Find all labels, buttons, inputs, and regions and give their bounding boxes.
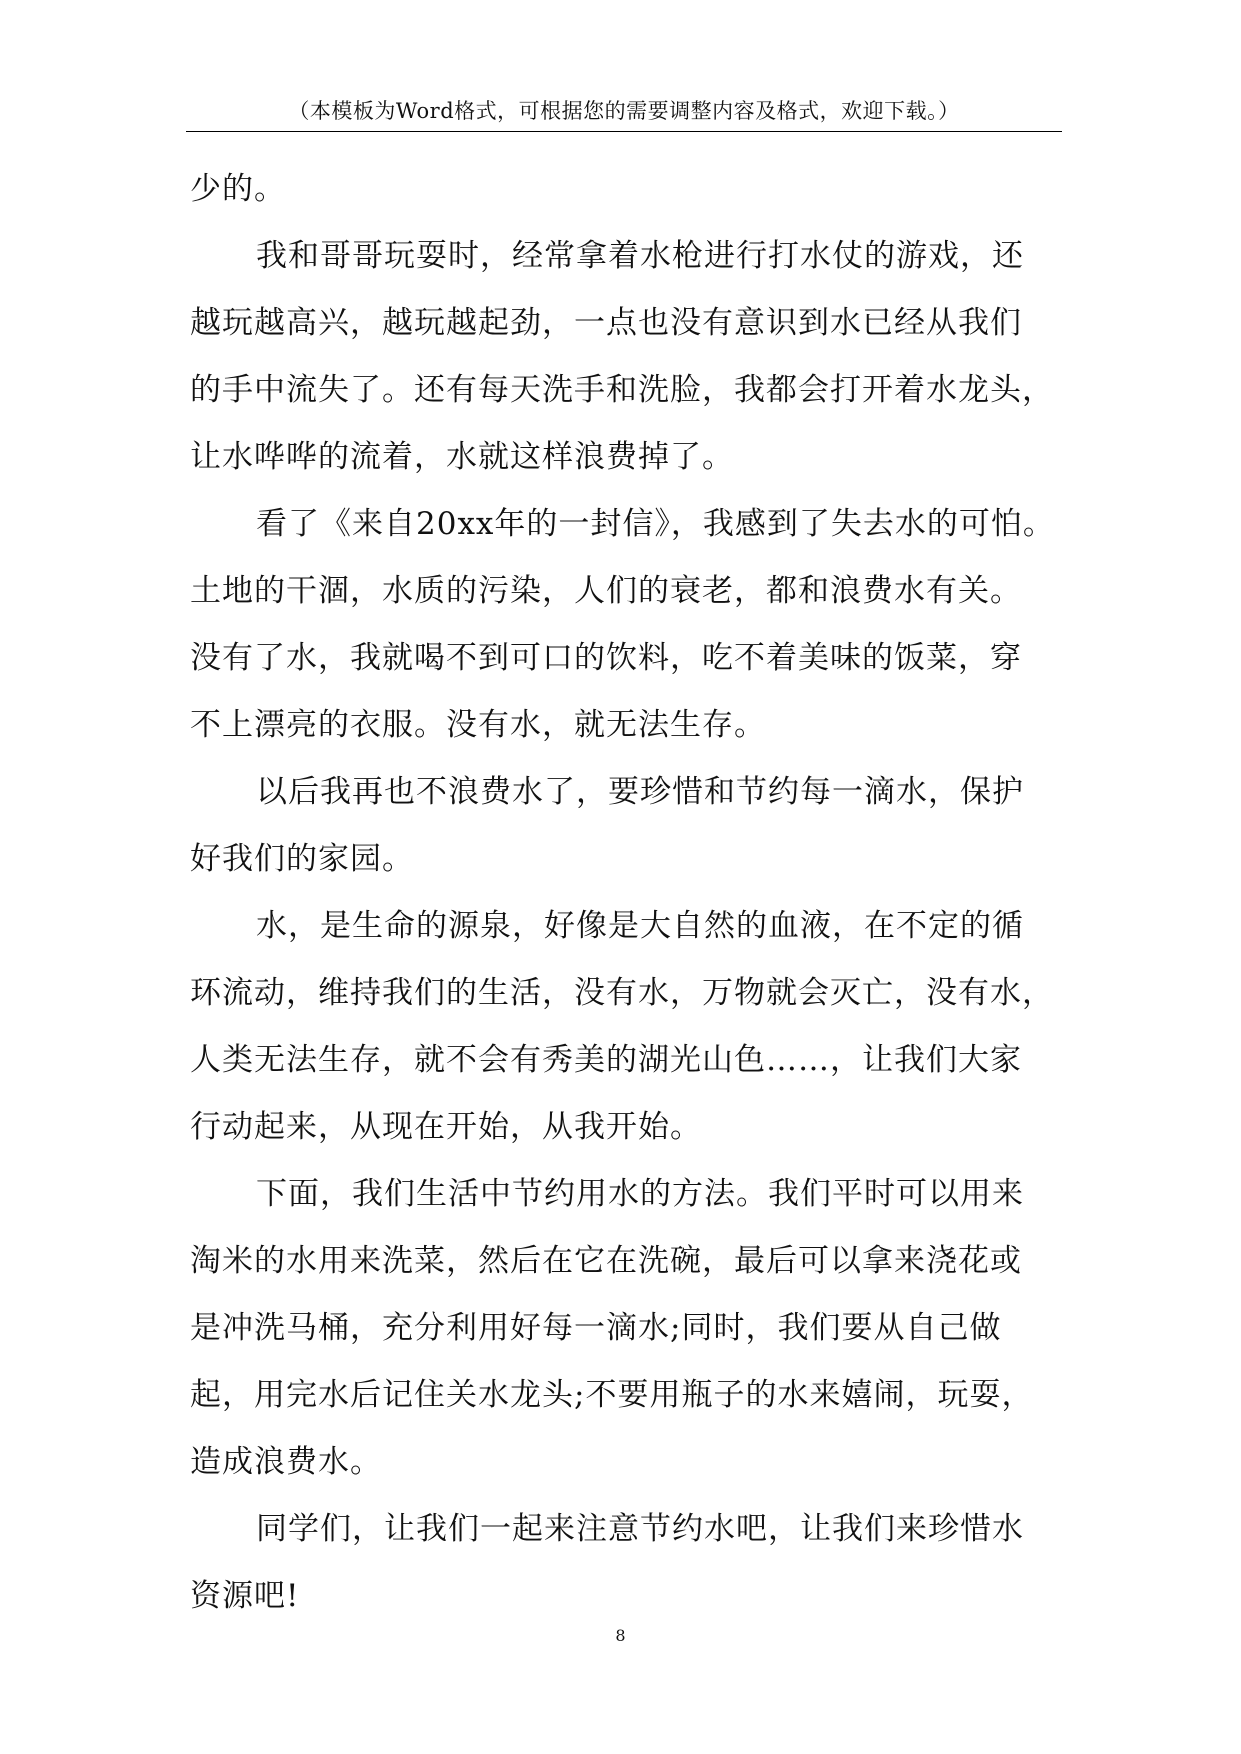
text-line: 下面，我们生活中节约用水的方法。我们平时可以用来 [256, 1176, 1024, 1212]
text-line: 资源吧! [190, 1578, 300, 1614]
text-line: 的手中流失了。还有每天洗手和洗脸，我都会打开着水龙头， [190, 372, 1054, 408]
text-line: 人类无法生存，就不会有秀美的湖光山色……，让我们大家 [190, 1042, 1022, 1078]
page-header: （本模板为Word格式，可根据您的需要调整内容及格式，欢迎下载。） [288, 99, 960, 123]
text-line: 水，是生命的源泉，好像是大自然的血液，在不定的循 [256, 908, 1024, 944]
text-line: 没有了水，我就喝不到可口的饮料，吃不着美味的饭菜，穿 [190, 640, 1022, 676]
text-line: 造成浪费水。 [190, 1444, 382, 1480]
text-line: 行动起来，从现在开始，从我开始。 [190, 1109, 702, 1145]
text-line: 是冲洗马桶，充分利用好每一滴水;同时，我们要从自己做 [190, 1310, 1002, 1346]
text-line: 看了《来自20xx年的一封信》，我感到了失去水的可怕。 [256, 506, 1055, 542]
header-divider [186, 131, 1062, 132]
text-line: 我和哥哥玩耍时，经常拿着水枪进行打水仗的游戏，还 [256, 238, 1024, 274]
text-line: 起，用完水后记住关水龙头;不要用瓶子的水来嬉闹，玩耍， [190, 1377, 1034, 1413]
body-text [190, 156, 1055, 1630]
text-line: 好我们的家园。 [190, 841, 414, 877]
text-line: 环流动，维持我们的生活，没有水，万物就会灭亡，没有水， [190, 975, 1054, 1011]
text-line: 同学们，让我们一起来注意节约水吧，让我们来珍惜水 [256, 1511, 1024, 1547]
text-line: 不上漂亮的衣服。没有水，就无法生存。 [190, 707, 766, 743]
text-line: 以后我再也不浪费水了，要珍惜和节约每一滴水，保护 [256, 774, 1024, 810]
text-line: 土地的干涸，水质的污染，人们的衰老，都和浪费水有关。 [190, 573, 1022, 609]
text-line: 让水哗哗的流着，水就这样浪费掉了。 [190, 439, 734, 475]
text-line: 越玩越高兴，越玩越起劲，一点也没有意识到水已经从我们 [190, 305, 1022, 341]
text-line: 少的。 [190, 171, 286, 207]
page-number: 8 [615, 1626, 626, 1645]
text-line: 淘米的水用来洗菜，然后在它在洗碗，最后可以拿来浇花或 [190, 1243, 1022, 1279]
